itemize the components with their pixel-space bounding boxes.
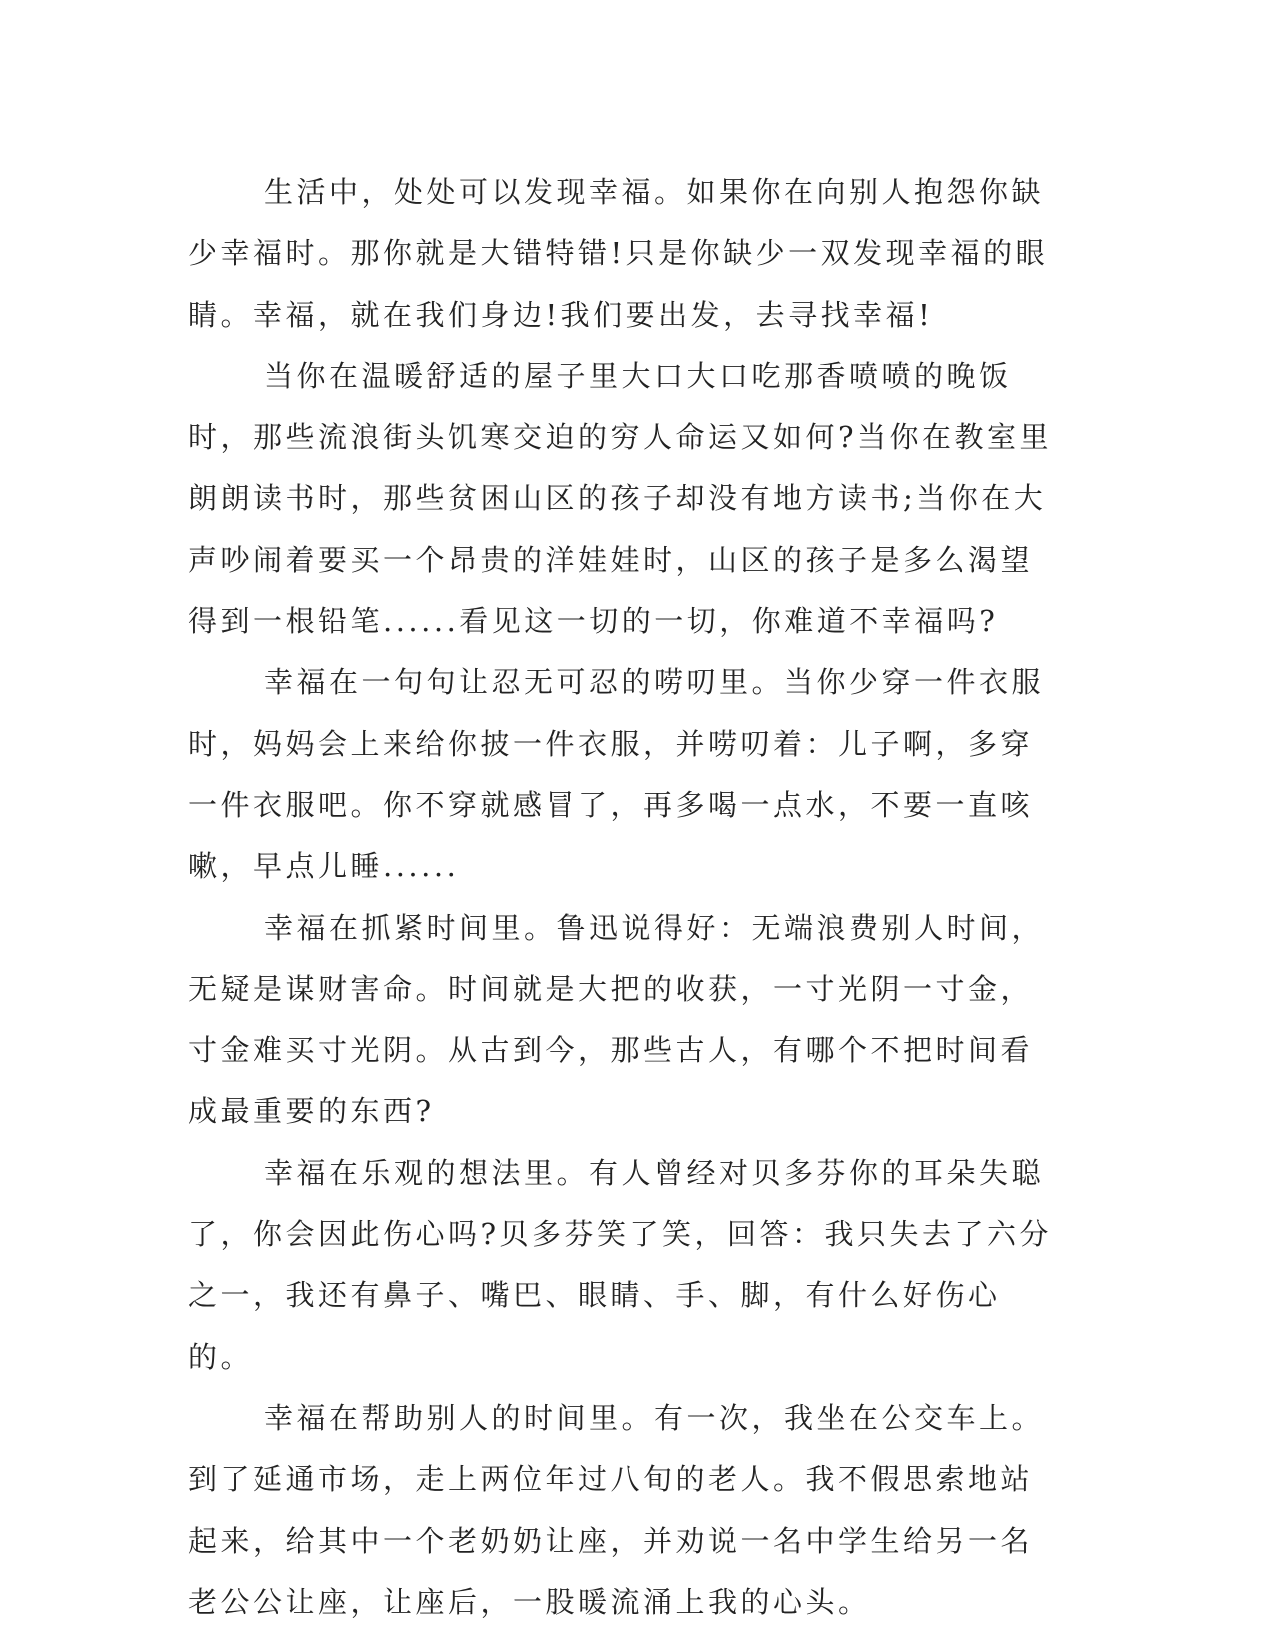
- paragraph-3: 幸福在一句句让忍无可忍的唠叨里。当你少穿一件衣服时，妈妈会上来给你披一件衣服，并唠叨着：儿子啊，多穿一件衣服吧。你不穿就感冒了，再多喝一点水，不要一直咳嗽，早点儿睡......: [188, 665, 1045, 884]
- paragraph-4: 幸福在抓紧时间里。鲁迅说得好：无端浪费别人时间，无疑是谋财害命。时间就是大把的收获，一寸光阴一寸金，寸金难买寸光阴。从古到今，那些古人，有哪个不把时间看成最重要的东西?: [188, 910, 1045, 1129]
- paragraph-2: 当你在温暖舒适的屋子里大口大口吃那香喷喷的晚饭时，那些流浪街头饥寒交迫的穷人命运又如何?当你在教室里朗朗读书时，那些贫困山区的孩子却没有地方读书;当你在大声吵闹着要买一个昂贵的洋娃娃时，山区的孩子是多么渴望得到一根铅笔......看见这一切的一切，你难道不幸福吗?: [188, 358, 1053, 639]
- document-body: [188, 162, 1063, 1633]
- paragraph-1: 生活中，处处可以发现幸福。如果你在向别人抱怨你缺少幸福时。那你就是大错特错!只是你缺少一双发现幸福的眼睛。幸福，就在我们身边!我们要出发，去寻找幸福!: [188, 175, 1049, 332]
- paragraph-6: 幸福在帮助别人的时间里。有一次，我坐在公交车上。到了延通市场，走上两位年过八旬的老人。我不假思索地站起来，给其中一个老奶奶让座，并劝说一名中学生给另一名老公公让座，让座后，一股暖流涌上我的心头。: [188, 1400, 1045, 1619]
- paragraph-5: 幸福在乐观的想法里。有人曾经对贝多芬你的耳朵失聪了，你会因此伤心吗?贝多芬笑了笑，回答：我只失去了六分之一，我还有鼻子、嘴巴、眼睛、手、脚，有什么好伤心的。: [188, 1155, 1053, 1374]
